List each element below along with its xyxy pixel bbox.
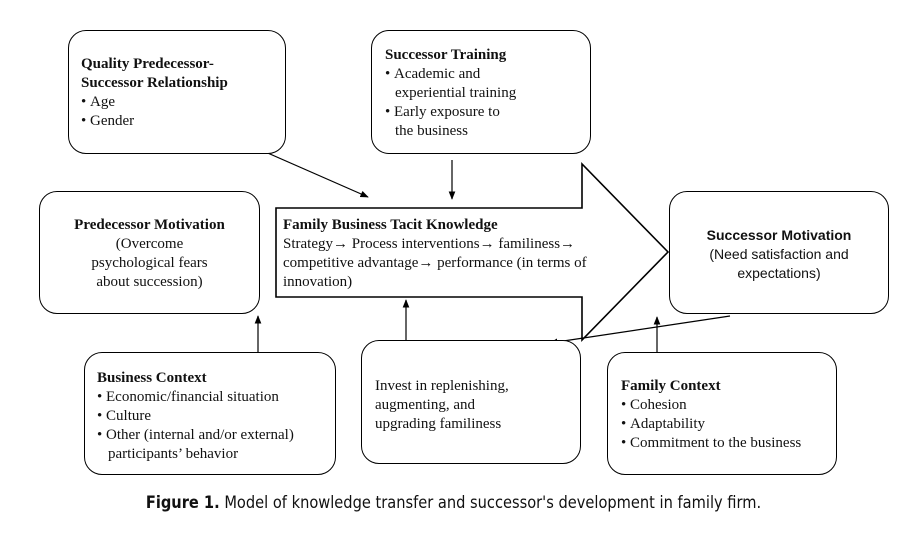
quality-relationship-box (68, 30, 286, 154)
successor-line1: (Need satisfaction and (709, 246, 849, 262)
training-title: Successor Training (385, 47, 507, 63)
caption-label: Figure 1. (145, 493, 220, 513)
family-item-cohesion: • Cohesion (621, 396, 836, 415)
predecessor-title: Predecessor Motivation (74, 217, 225, 233)
predecessor-motivation-box (39, 191, 260, 314)
knowledge-line3: innovation) (283, 274, 353, 290)
knowledge-line1: Strategy→ Process interventions→ familiness→ (283, 236, 576, 252)
business-item2: • Culture (97, 407, 335, 426)
invest-line3: upgrading familiness (375, 416, 502, 432)
predecessor-line2: psychological fears (91, 255, 208, 271)
predecessor-line3: about succession) (96, 274, 203, 290)
training-item2-line2: the business (395, 123, 468, 139)
quality-title-line2: Successor Relationship (81, 75, 228, 91)
quality-item-age: • Age (81, 93, 285, 112)
invest-line2: augmenting, and (375, 397, 475, 413)
quality-item-gender: • Gender (81, 112, 285, 131)
training-item1-line2: experiential training (395, 85, 517, 101)
figure-caption (63, 493, 843, 513)
knowledge-title: Family Business Tacit Knowledge (283, 217, 498, 233)
successor-title: Successor Motivation (706, 227, 852, 243)
invest-familiness-box (361, 340, 581, 464)
caption-text: Model of knowledge transfer and successor's development in family firm. (224, 493, 762, 513)
training-item2-line1: • Early exposure to (385, 103, 590, 122)
family-title: Family Context (621, 378, 721, 394)
family-item-commitment: • Commitment to the business (621, 434, 836, 453)
successor-training-box (371, 30, 591, 154)
quality-title-line1: Quality Predecessor- (81, 56, 214, 72)
business-title: Business Context (97, 370, 207, 386)
business-item3-line2: participants’ behavior (108, 446, 239, 462)
family-context-box (607, 352, 837, 475)
training-item1-line1: • Academic and (385, 65, 590, 84)
business-item3-line1: • Other (internal and/or external) (97, 426, 335, 445)
knowledge-arrow-text (283, 216, 623, 292)
family-item-adaptability: • Adaptability (621, 415, 836, 434)
connector-successor-to-invest (550, 316, 730, 343)
business-item1: • Economic/financial situation (97, 388, 335, 407)
knowledge-line2: competitive advantage→ performance (in terms of (283, 255, 587, 271)
predecessor-line1: (Overcome (115, 236, 184, 252)
invest-line1: Invest in replenishing, (375, 378, 509, 394)
successor-line2: expectations) (737, 265, 821, 281)
successor-motivation-box (669, 191, 889, 314)
business-context-box (84, 352, 336, 475)
